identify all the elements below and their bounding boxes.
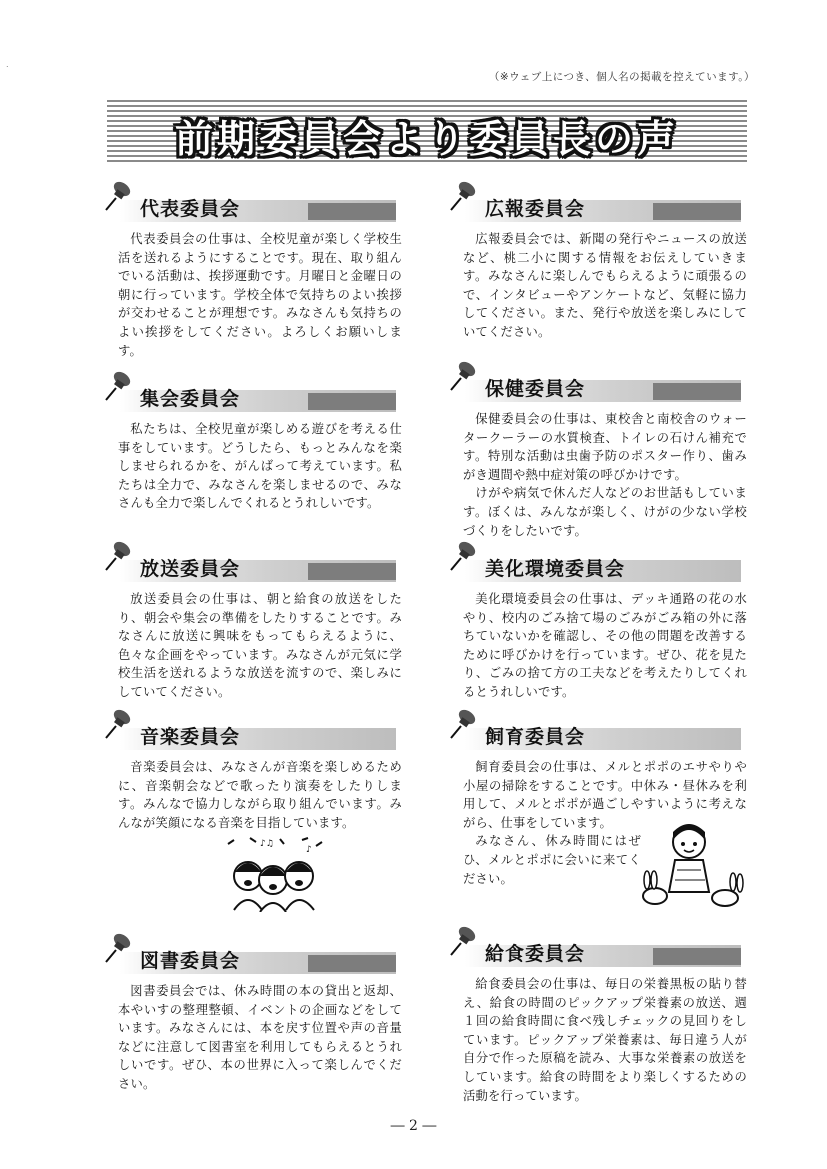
committee-heading [102,708,402,754]
committee-heading [102,180,402,226]
pushpin-icon [102,180,136,214]
committee-heading [447,180,747,226]
committee-text-block [463,410,747,540]
committee-name: 音楽委員会 [140,726,241,748]
committee-text: 放送委員会の仕事は、朝と給食の放送をしたり、朝会や集会の準備をしたりすることです。みなさんに放送に興味をもってもらえるように、色々な企画をやっています。みなさんが元気に学校生活を送れるような放送を流すので、楽しみにしていてください。 [118,592,402,699]
redacted-name [308,393,396,410]
pushpin-icon [447,540,481,574]
girl-with-rabbits-illustration [637,820,747,910]
committee-section [102,370,402,513]
pushpin-icon [102,540,136,574]
pushpin-icon [447,180,481,214]
redacted-name [308,563,396,580]
committee-text: 飼育委員会の仕事は、メルとポポのエサやりや小屋の掃除をすることです。中休み・昼休みを利用して、メルとポポが過ごしやすいように考えながら、仕事をしています。 [463,760,747,830]
committee-heading [447,360,747,406]
committee-heading [447,925,747,971]
committee-name: 代表委員会 [140,198,241,220]
committee-section [102,708,402,832]
committee-section [102,932,402,1094]
committee-heading [447,708,747,754]
committee-name: 放送委員会 [140,558,241,580]
redacted-name [653,383,741,400]
committee-text: 広報委員会では、新聞の発行やニュースの放送など、桃二小に関する情報をお伝えしていきます。みなさんに楽しんでもらえるように頑張るので、インタビューやアンケートなど、気軽に協力してください。また、発行や放送を楽しみにしていてください。 [463,232,747,339]
page-title: 前期委員会より委員長の声 [174,117,679,161]
redacted-name [308,955,396,972]
committee-text: 給食委員会の仕事は、毎日の栄養黒板の貼り替え、給食の時間のピックアップ栄養素の放送、週１回の給食時間に食べ残しチェックの見回りをしています。ピックアップ栄養素は、毎日違う人が自分で作った原稿を読み、大事な栄養素の放送をしています。給食の時間をより楽しくするための活動を行っています。 [463,977,747,1103]
committee-text: 図書委員会では、休み時間の本の貸出と返却、本やいすの整理整頓、イベントの企画などをしています。みなさんには、本を戻す位置や声の音量などに注意して図書室を利用してもらえるとうれしいです。ぜひ、本の世界に入って楽しんでください。 [118,984,402,1091]
committee-name: 集会委員会 [140,388,241,410]
pushpin-icon [447,925,481,959]
committee-heading [102,370,402,416]
committee-section [102,540,402,702]
pushpin-icon [447,708,481,742]
svg-text:♪♫: ♪♫ [260,839,274,849]
privacy-notice: （※ウェブ上につき、個人名の掲載を控えています。） [488,71,755,83]
singing-children-illustration [220,836,330,912]
pushpin-icon [102,370,136,404]
committee-text: 代表委員会の仕事は、全校児童が楽しく学校生活を送れるようにすることです。現在、取り組んでいる活動は、挨拶運動です。月曜日と金曜日の朝に行っています。学校全体で気持ちのよい挨拶が交わせることが理想です。みなさんも気持ちのよい挨拶をしてください。よろしくお願いします。 [118,232,402,358]
committee-section [102,180,402,360]
committee-text-2: みなさん、休み時間にはぜひ、メルとポポに会いに来てください。 [463,834,641,886]
redacted-name [308,203,396,220]
committee-name: 給食委員会 [485,943,586,965]
committee-heading [102,540,402,586]
committee-name: 広報委員会 [485,198,586,220]
committee-section [447,360,747,540]
committee-name: 美化環境委員会 [485,558,626,580]
scan-mark: . [6,60,9,69]
committee-section [447,540,747,702]
committee-text: 私たちは、全校児童が楽しめる遊びを考える仕事をしています。どうしたら、もっとみんなを楽しませられるかを、がんばって考えています。私たちは全力で、みなさんを楽しませるので、みなさんも全力で楽しんでくれるとうれしいです。 [118,422,402,511]
redacted-name [653,203,741,220]
committee-text-2: けがや病気で休んだ人などのお世話もしています。ぼくは、みんなが楽しく、けがの少ない学校づくりをしたいです。 [463,486,747,538]
committee-name: 保健委員会 [485,378,586,400]
committee-heading [102,932,402,978]
svg-text:♪: ♪ [306,845,312,855]
committee-text: 美化環境委員会の仕事は、デッキ通路の花の水やり、校内のごみ捨て場のごみがごみ箱の外に落ちていないかを確認し、その他の問題を改善するために呼びかけを行っています。ぜひ、花を見たり、ごみの捨て方の工夫などを考えたりしてくれるとうれしいです。 [463,592,747,699]
committee-heading [447,540,747,586]
committee-section [447,180,747,342]
pushpin-icon [447,360,481,394]
committee-text: 音楽委員会は、みなさんが音楽を楽しめるために、音楽朝会などで歌ったり演奏をしたりします。みんなで協力しながら取り組んでいます。みんなが笑顔になる音楽を目指しています。 [118,760,402,830]
title-banner [107,100,747,164]
committee-text: 保健委員会の仕事は、東校舎と南校舎のウォータークーラーの水質検査、トイレの石けん補充です。特別な活動は虫歯予防のポスター作り、歯みがき週間や熱中症対策の呼びかけです。 [463,412,747,482]
committee-name: 飼育委員会 [485,726,586,748]
pushpin-icon [102,708,136,742]
committee-section [447,925,747,1105]
page-number: ― 2 ― [390,1118,437,1134]
committee-name: 図書委員会 [140,950,241,972]
redacted-name [653,948,741,965]
pushpin-icon [102,932,136,966]
